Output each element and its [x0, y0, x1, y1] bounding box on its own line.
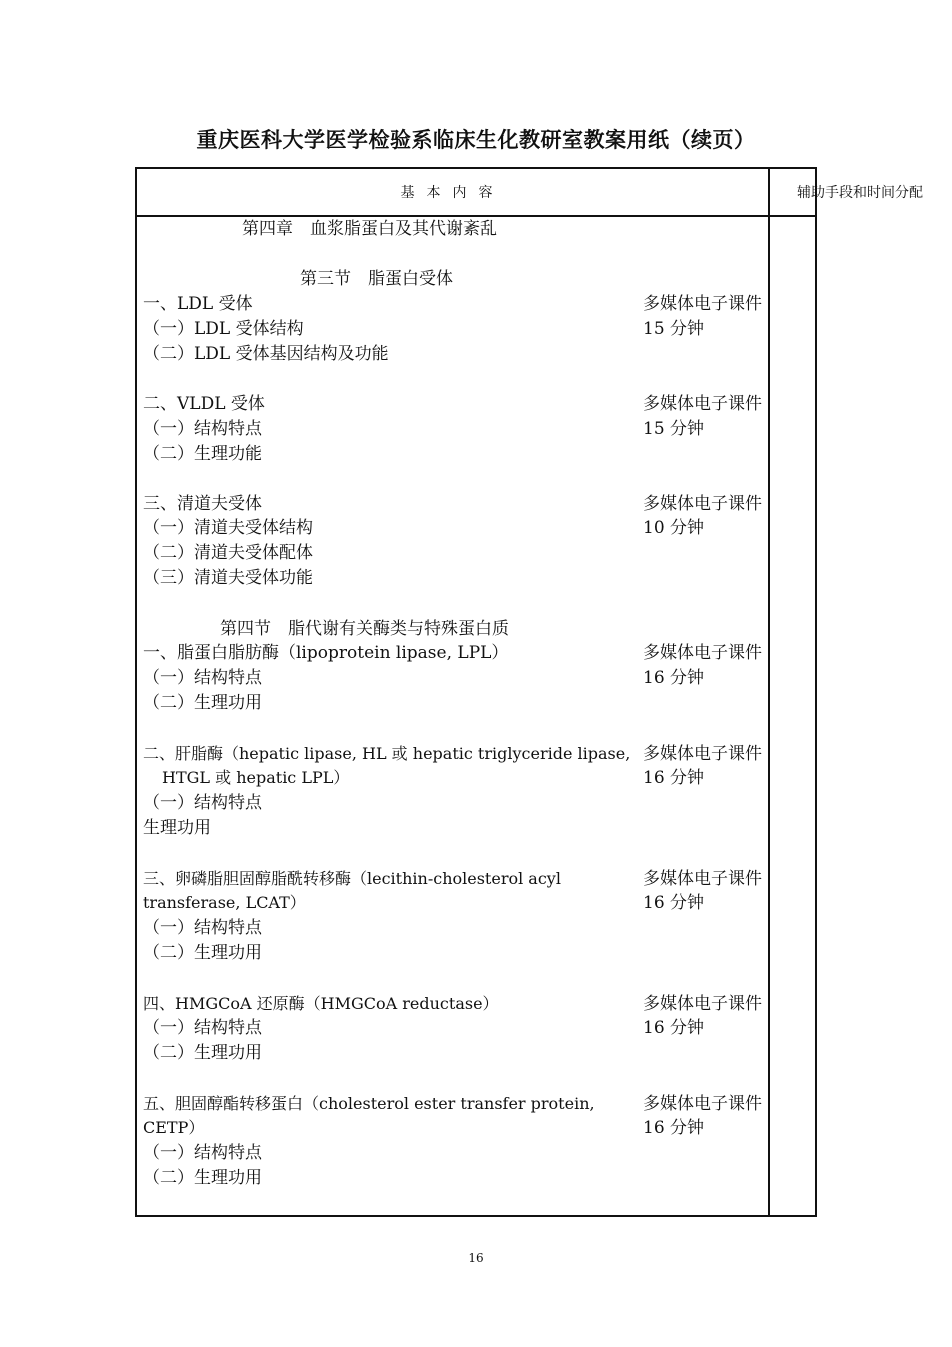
item-heading: 一、脂蛋白脂肪酶（lipoprotein lipase, LPL）: [143, 643, 509, 663]
page-title: 重庆医科大学医学检验系临床生化教研室教案用纸（续页）: [196, 127, 756, 152]
item-sub: （一）清道夫受体结构: [143, 518, 313, 538]
aux-time: 16 分钟: [643, 893, 705, 913]
item-sub: （一）结构特点: [143, 1018, 262, 1038]
item-sub: （一）结构特点: [143, 668, 262, 688]
item-sub: （一）结构特点: [143, 1143, 262, 1163]
item-sub: （一）结构特点: [143, 793, 262, 813]
aux-time: 10 分钟: [643, 518, 705, 538]
aux-tool: 多媒体电子课件: [643, 994, 762, 1014]
aux-time: 15 分钟: [643, 419, 705, 439]
aux-time: 16 分钟: [643, 668, 705, 688]
header-aux-means-time: 辅助手段和时间分配: [797, 185, 923, 201]
aux-tool: 多媒体电子课件: [643, 494, 762, 514]
chapter-title: 第四章 血浆脂蛋白及其代谢紊乱: [242, 219, 497, 239]
page-number: 16: [468, 1251, 484, 1265]
aux-time: 15 分钟: [643, 319, 705, 339]
section-title: 第四节 脂代谢有关酶类与特殊蛋白质: [220, 619, 509, 639]
item-heading-cont: transferase, LCAT）: [143, 893, 306, 912]
aux-time: 16 分钟: [643, 1118, 705, 1138]
item-sub: 生理功用: [143, 818, 211, 838]
item-heading: 四、HMGCoA 还原酶（HMGCoA reductase）: [143, 994, 499, 1013]
aux-tool: 多媒体电子课件: [643, 744, 762, 764]
item-heading: 二、肝脂酶（hepatic lipase, HL 或 hepatic triglyceride lipase,: [143, 744, 631, 763]
item-heading: 五、胆固醇酯转移蛋白（cholesterol ester transfer protein,: [143, 1094, 595, 1113]
item-sub: （一）LDL 受体结构: [143, 319, 304, 339]
item-sub: （二）生理功用: [143, 693, 262, 713]
item-sub: （二）生理功用: [143, 1168, 262, 1188]
item-heading: 一、LDL 受体: [143, 294, 253, 314]
item-sub: （二）生理功用: [143, 943, 262, 963]
item-heading: 二、VLDL 受体: [143, 394, 265, 414]
column-divider: [768, 169, 770, 1215]
item-heading-cont: HTGL 或 hepatic LPL）: [162, 768, 350, 787]
item-heading: 三、清道夫受体: [143, 494, 262, 514]
item-sub: （三）清道夫受体功能: [143, 568, 313, 588]
aux-tool: 多媒体电子课件: [643, 1094, 762, 1114]
item-heading: 三、卵磷脂胆固醇脂酰转移酶（lecithin-cholesterol acyl: [143, 869, 561, 888]
aux-time: 16 分钟: [643, 768, 705, 788]
aux-tool: 多媒体电子课件: [643, 643, 762, 663]
aux-tool: 多媒体电子课件: [643, 294, 762, 314]
item-sub: （一）结构特点: [143, 918, 262, 938]
section-title: 第三节 脂蛋白受体: [300, 269, 453, 289]
item-sub: （二）清道夫受体配体: [143, 543, 313, 563]
item-sub: （二）生理功用: [143, 1043, 262, 1063]
aux-tool: 多媒体电子课件: [643, 869, 762, 889]
item-sub: （一）结构特点: [143, 419, 262, 439]
aux-tool: 多媒体电子课件: [643, 394, 762, 414]
item-heading-cont: CETP）: [143, 1118, 205, 1137]
aux-time: 16 分钟: [643, 1018, 705, 1038]
item-sub: （二）生理功能: [143, 444, 262, 464]
header-basic-content: 基本内容: [400, 185, 505, 201]
item-sub: （二）LDL 受体基因结构及功能: [143, 344, 389, 364]
table-header-row: [137, 169, 923, 217]
